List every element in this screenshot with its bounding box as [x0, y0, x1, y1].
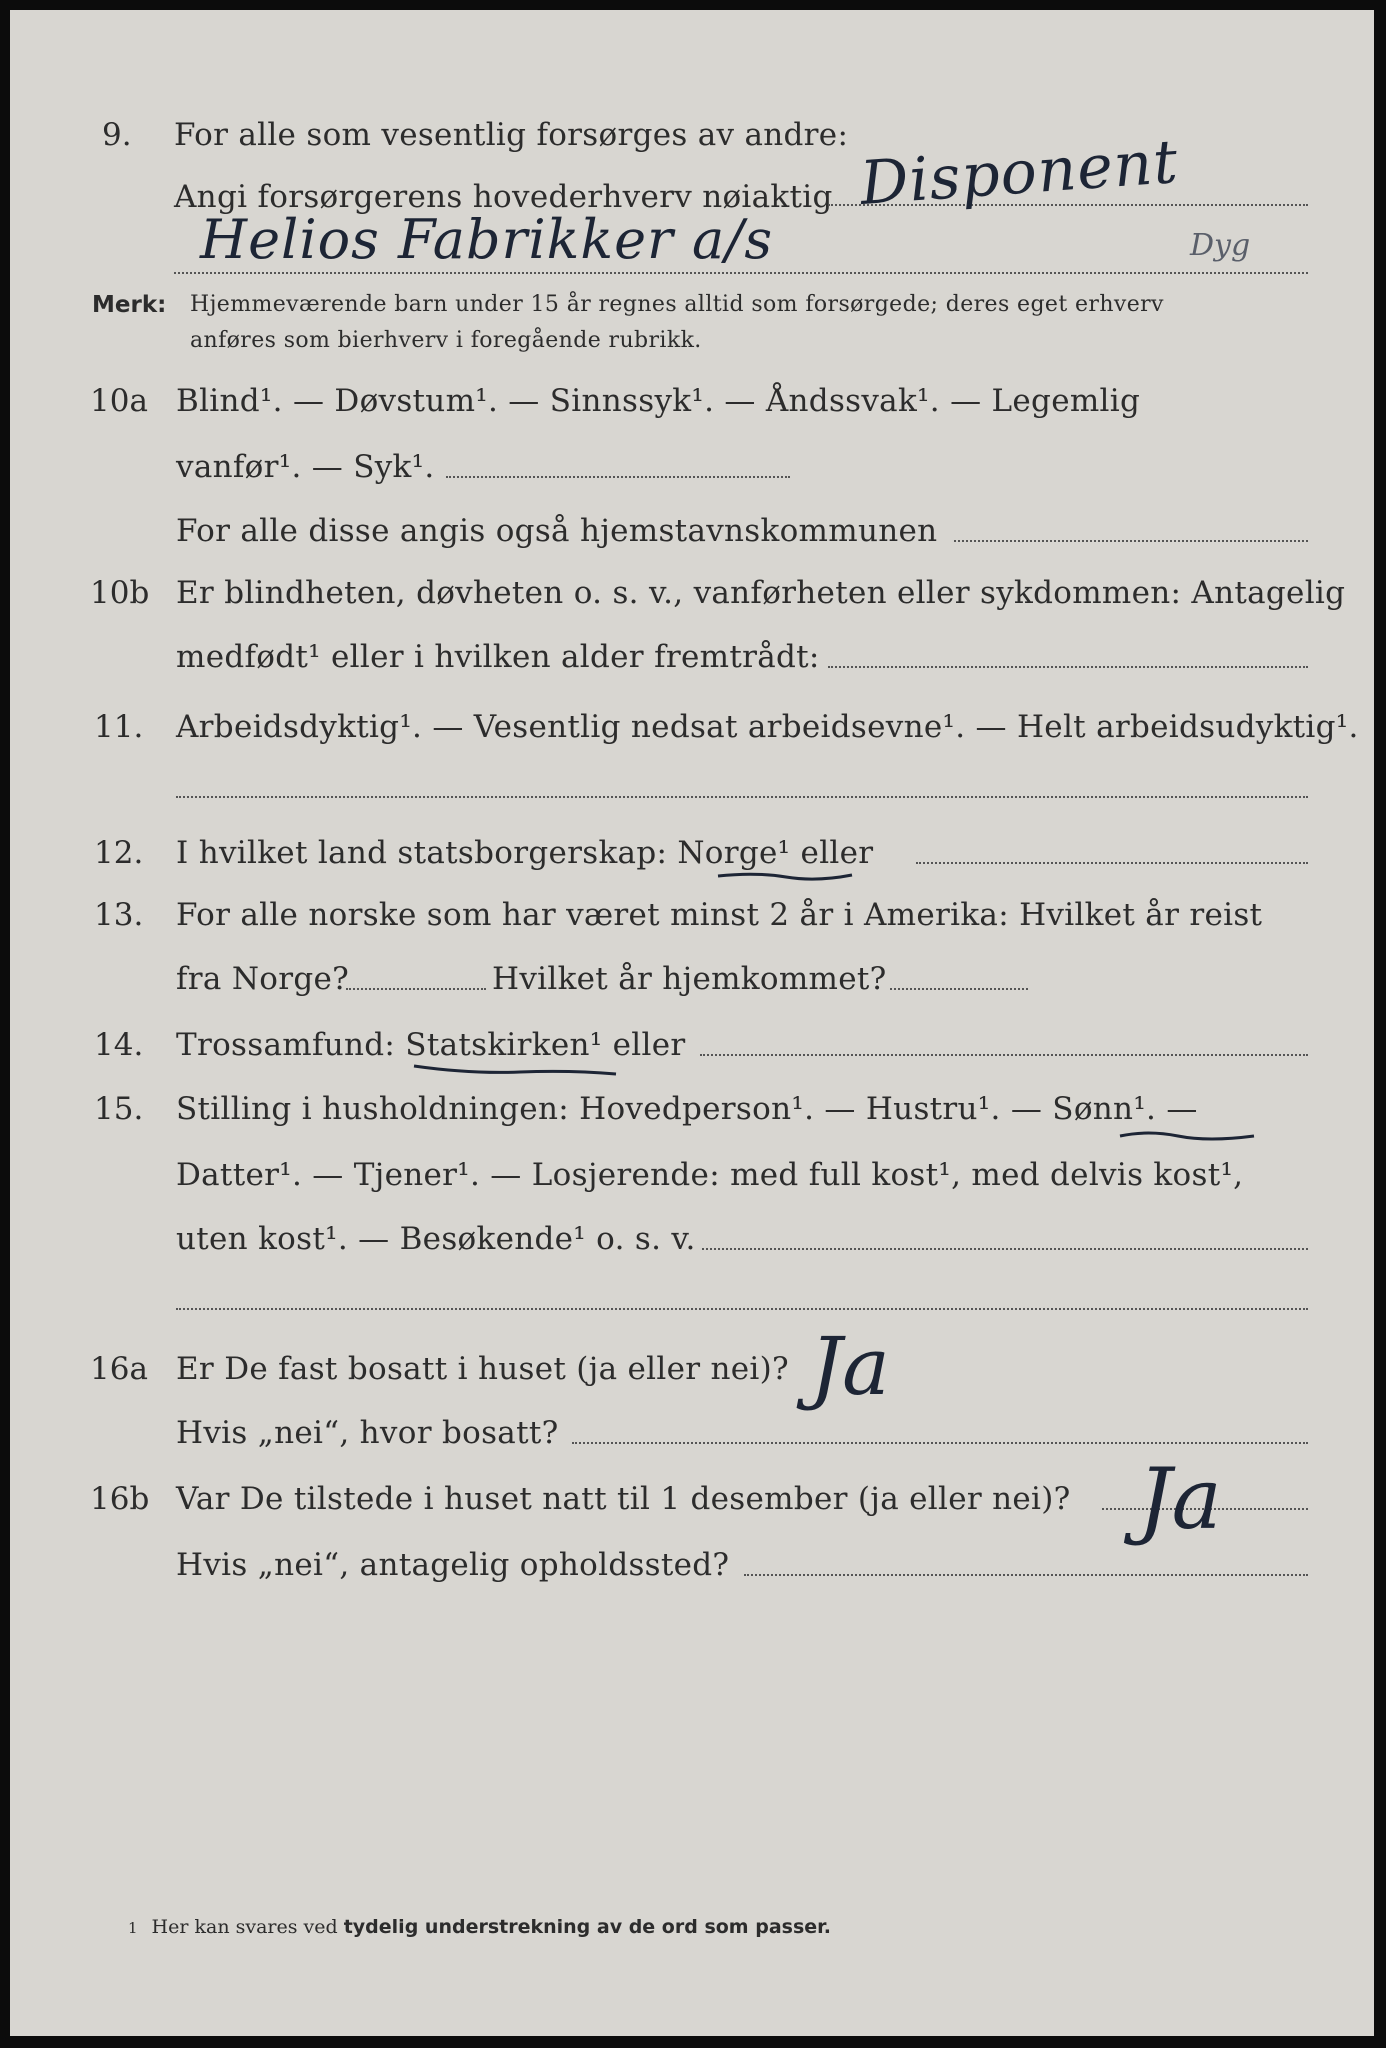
q14-answer-line	[700, 1054, 1308, 1056]
q10a-answer-line-1	[446, 476, 790, 478]
merk-line1: Hjemmeværende barn under 15 år regnes alltid som forsørgede; deres eget erhverv	[190, 292, 1164, 317]
q16a-line2: Hvis „nei“, hvor bosatt?	[176, 1415, 559, 1451]
q10b-line2: medfødt¹ eller i hvilken alder fremtrådt:	[176, 639, 820, 675]
q11-answer-line	[176, 796, 1308, 798]
q9-line1: For alle som vesentlig forsørges av andre:	[174, 117, 849, 153]
q9-handwriting-note: Dyg	[1190, 228, 1251, 263]
question-number-12: 12.	[94, 835, 144, 871]
norge-underline	[716, 870, 856, 884]
q16b-line1: Var De tilstede i huset natt til 1 desember (ja eller nei)?	[176, 1481, 1071, 1517]
q9-answer-line-2	[174, 272, 1308, 274]
q10b-answer-line	[828, 666, 1308, 668]
q9-handwriting-employer: Helios Fabrikker a/s	[200, 208, 774, 271]
q11-line1: Arbeidsdyktig¹. — Vesentlig nedsat arbeidsevne¹. — Helt arbeidsudyktig¹.	[176, 709, 1359, 745]
merk-line2: anføres som bierhverv i foregående rubrikk.	[190, 328, 702, 353]
question-number-14: 14.	[94, 1027, 144, 1063]
q15-line3: uten kost¹. — Besøkende¹ o. s. v.	[176, 1221, 696, 1257]
sonn-underline	[1118, 1128, 1258, 1144]
merk-label: Merk:	[92, 292, 167, 318]
q12-line1: I hvilket land statsborgerskap: Norge¹ eller	[176, 835, 874, 871]
question-number-13: 13.	[94, 897, 144, 933]
q13-answer-line-departed	[346, 988, 486, 990]
q10a-line3: For alle disse angis også hjemstavnskommunen	[176, 513, 938, 549]
question-number-10a: 10a	[90, 383, 148, 419]
question-number-16b: 16b	[90, 1481, 150, 1517]
question-number-11: 11.	[94, 709, 144, 745]
q10a-line1: Blind¹. — Døvstum¹. — Sinnssyk¹. — Åndssvak¹. — Legemlig	[176, 383, 1141, 419]
footnote-bold-text: tydelig understrekning av de ord som passer.	[343, 1916, 832, 1938]
question-number-10b: 10b	[90, 575, 150, 611]
q14-line1: Trossamfund: Statskirken¹ eller	[176, 1027, 686, 1063]
q10a-answer-line-2	[954, 540, 1308, 542]
q15-answer-line-1	[702, 1248, 1308, 1250]
q15-answer-line-2	[176, 1308, 1308, 1310]
q15-line2: Datter¹. — Tjener¹. — Losjerende: med full kost¹, med delvis kost¹,	[176, 1157, 1244, 1193]
q16b-handwriting-answer: Ja	[1138, 1450, 1222, 1548]
q13-answer-line-returned	[890, 988, 1028, 990]
q10b-line1: Er blindheten, døvheten o. s. v., vanførheten eller sykdommen: Antagelig	[176, 575, 1346, 611]
q13-line2a: fra Norge?	[176, 961, 350, 997]
q13-line1: For alle norske som har været minst 2 år i Amerika: Hvilket år reist	[176, 897, 1263, 933]
q12-answer-line	[916, 862, 1308, 864]
question-number-9: 9.	[102, 117, 132, 153]
q15-line1: Stilling i husholdningen: Hovedperson¹. — Hustru¹. — Sønn¹. —	[176, 1091, 1198, 1127]
question-number-16a: 16a	[90, 1351, 148, 1387]
footnote-text: Her kan svares ved	[151, 1916, 338, 1938]
q16a-line1: Er De fast bosatt i huset (ja eller nei)?	[176, 1351, 789, 1387]
q16a-handwriting-answer: Ja	[810, 1320, 890, 1413]
census-form-page	[10, 10, 1374, 2036]
q16b-line2: Hvis „nei“, antagelig opholdssted?	[176, 1547, 730, 1583]
footnote-mark: 1	[128, 1919, 138, 1937]
q16b-answer-line-2	[744, 1574, 1308, 1576]
q13-line2b: Hvilket år hjemkommet?	[492, 961, 887, 997]
statskirken-underline	[410, 1062, 620, 1078]
q9-handwriting-occupation: Disponent	[857, 126, 1181, 220]
q10a-line2: vanfør¹. — Syk¹.	[176, 449, 435, 485]
q9-line2: Angi forsørgerens hovederhverv nøiaktig	[174, 179, 833, 215]
q16a-answer-line	[572, 1442, 1308, 1444]
footnote	[128, 1916, 831, 1938]
question-number-15: 15.	[94, 1091, 144, 1127]
